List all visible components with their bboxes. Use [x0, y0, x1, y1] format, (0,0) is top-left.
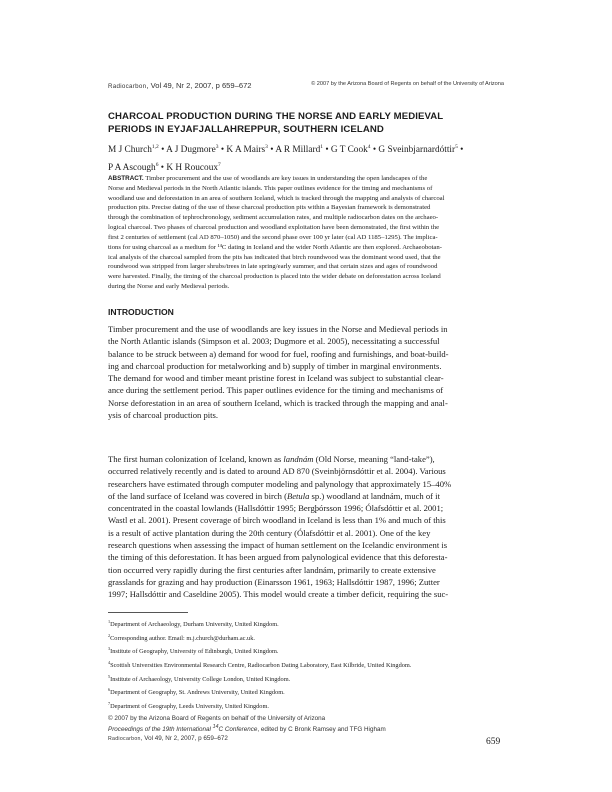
footnote-separator: [108, 612, 188, 613]
proceedings-line: Proceedings of the 19th International $^{14}$C Conference, edited by C Bronk Ramsey and TFG Higham: [108, 724, 386, 734]
footnote: $^3$Institute of Geography, University of Edinburgh, United Kingdom.: [108, 646, 279, 656]
abstract-line: first 2 centuries of settlement (cal AD 870–1050) and the second phase over 100 yr later (cal AD 1185–1295). The implica-: [108, 233, 438, 241]
text-line: Wastl et al. 2001). Present coverage of birch woodland in Iceland is less than 1% and much of this: [108, 515, 446, 526]
author: A J Dugmore: [166, 145, 216, 156]
author: P A Ascough: [108, 162, 156, 173]
text-line: balance to be struck between a) demand for wood for fuel, roofing and furnishings, and boat-build-: [108, 348, 449, 359]
page-number: 659: [486, 737, 501, 747]
paragraph-1: [108, 323, 506, 421]
author-affiliation: 6: [155, 161, 159, 168]
text-line: the North Atlantic islands (Simpson et al. 2003; Dugmore et al. 2005), necessitating a successful: [108, 336, 440, 347]
text-line: concentrated in the coastal lowlands (Hallsdóttir 1995; Bergþórsson 1996; Ólafsdóttir et al. 2001;: [108, 503, 444, 514]
bottom-citation: [108, 715, 504, 743]
text-line: is a result of active plantation during the 20th century (Ólafsdóttir et al. 2001). One of the key: [108, 527, 431, 538]
title-line-1: CHARCOAL PRODUCTION DURING THE NORSE AND EARLY MEDIEVAL: [108, 111, 444, 122]
text-line: tion occurred very rapidly during the first centuries after landnám, primarily to create extensive: [108, 564, 436, 575]
author-affiliation: 4: [367, 144, 371, 150]
authors-line-1: M J Church$^{1,2}$ • A J Dugmore$^3$ • K A Mairs$^3$ • A R Millard$^1$ • G T Cook$^4$ • G Sveinbjarnardóttir$^5$ •: [108, 144, 464, 156]
running-header: [108, 81, 504, 90]
abstract: [108, 174, 506, 292]
abstract-line: tions for using charcoal as a medium for ¹⁴C dating in Iceland and the wider North Atlantic are then explored. Archaeobotan-: [108, 243, 442, 251]
text-line: researchers have estimated through computer modeling and palynology that approximately 15–40%: [108, 478, 452, 489]
text-line: of the land surface of Iceland was covered in birch (Betula sp.) woodland at landnám, much of it: [108, 490, 440, 501]
author: K H Roucoux: [166, 162, 219, 173]
author-affiliation: 1,2: [151, 144, 159, 150]
text-line: ance during the settlement period. This paper outlines evidence for the timing and mechanisms of: [108, 385, 444, 396]
footnote: $^6$Department of Geography, St. Andrews University, United Kingdom.: [108, 687, 285, 697]
author: M J Church: [108, 145, 152, 156]
abstract-line: were harvested. Finally, the timing of the charcoal production is placed into the wider debate on deforestation across Iceland: [108, 273, 441, 281]
footnote: $^4$Scottish Universities Environmental Research Centre, Radiocarbon Dating Laboratory, East Kilbride, United Kingdom.: [108, 660, 412, 670]
journal-line: Radiocarbon, Vol 49, Nr 2, 2007, p 659–672: [108, 734, 228, 742]
author-affiliation: 5: [455, 144, 458, 150]
text-line: ysis of charcoal production pits.: [108, 409, 219, 420]
header-copyright: © 2007 by the Arizona Board of Regents on behalf of the University of Arizona: [311, 81, 504, 87]
text-line: 1997; Hallsdóttir and Caseldine 2005). This model would create a timber deficit, requiring the suc-: [108, 589, 449, 600]
text-line: the timing of this deforestation. It has been argued from palynological evidence that this deforesta-: [108, 552, 448, 563]
abstract-line: during the Norse and early Medieval periods.: [108, 282, 230, 290]
abstract-line: Norse and Medieval periods in the North Atlantic islands. This paper outlines evidence for the timing and mechanisms of: [108, 184, 433, 192]
text-line: The demand for wood and timber meant pristine forest in Iceland was subject to substantial clear-: [108, 373, 444, 384]
paper-title: [108, 111, 504, 136]
section-heading: INTRODUCTION: [108, 307, 174, 317]
journal-citation: Radiocarbon, Vol 49, Nr 2, 2007, p 659–672: [108, 81, 252, 90]
paragraph-2: [108, 453, 506, 600]
author: G Sveinbjarnardóttir: [378, 145, 456, 156]
author-list: [108, 140, 508, 175]
abstract-line: through the combination of tephrochronology, sediment accumulation rates, and multiple radiocarbon dates on the archaeo-: [108, 214, 439, 222]
abstract-line: ical analysis of the charcoal sampled from the pits has indicated that birch roundwood was the dominant wood used, that the: [108, 253, 441, 261]
text-line: ing and charcoal production for metalworking and b) supply of timber in marginal environments.: [108, 360, 442, 371]
author: G T Cook: [330, 145, 368, 156]
title-line-2: PERIODS IN EYJAFJALLAHREPPUR, SOUTHERN ICELAND: [108, 123, 384, 135]
abstract-line: woodland use and deforestation in an area of southern Iceland, which is tracked through the mapping and analysis of charcoal: [108, 194, 445, 202]
footnote: $^5$Institute of Archaeology, University College London, United Kingdom.: [108, 673, 291, 683]
text-line: occurred relatively recently and is dated to around AD 870 (Sveinbjörnsdóttir et al. 2004). Various: [108, 466, 446, 477]
text-line: grasslands for grazing and hay production (Einarsson 1961, 1963; Hallsdóttir 1987, 1996; Zutter: [108, 576, 440, 587]
text-line: Norse deforestation in an area of southern Iceland, which is tracked through the mapping and anal-: [108, 397, 448, 408]
author-affiliation: 7: [218, 161, 221, 168]
author: K A Mairs: [226, 145, 266, 156]
abstract-line: logical charcoal. Two phases of charcoal production and woodland exploitation have been demonstrated, the first within the: [108, 224, 440, 232]
bottom-copyright: © 2007 by the Arizona Board of Regents on behalf of the University of Arizona: [108, 715, 326, 722]
text-line: research questions when assessing the impact of human settlement on the Icelandic environment is: [108, 539, 448, 550]
abstract-label: ABSTRACT.: [108, 175, 144, 182]
author-affiliation: 1: [320, 144, 323, 150]
text-line: Timber procurement and the use of woodlands are key issues in the Norse and Medieval periods in: [108, 324, 448, 334]
footnote: $^2$Corresponding author. Email: m.j.church@durham.ac.uk.: [108, 632, 255, 642]
author: A R Millard: [275, 145, 321, 156]
abstract-line: roundwood was stripped from larger shrubs/trees in late spring/early summer, and that certain sizes and ages of roundwood: [108, 263, 438, 271]
footnotes: [108, 617, 508, 713]
footnote: $^7$Department of Geography, Leeds University, United Kingdom.: [108, 701, 269, 711]
footnote: $^1$Department of Archaeology, Durham University, United Kingdom.: [108, 619, 279, 629]
abstract-line: production pits. Precise dating of the use of these charcoal production pits within a Bayesian framework is demonstrated: [108, 204, 431, 212]
abstract-line: ABSTRACT. Timber procurement and the use of woodlands are key issues in understanding the open landscapes of the: [108, 175, 428, 182]
author-affiliation: 3: [215, 144, 219, 150]
authors-line-2: P A Ascough$^6$ • K H Roucoux$^7$: [108, 161, 221, 173]
author-affiliation: 3: [265, 144, 268, 150]
text-line: The first human colonization of Iceland, known as landnám (Old Norse, meaning “land-take”),: [108, 454, 435, 464]
